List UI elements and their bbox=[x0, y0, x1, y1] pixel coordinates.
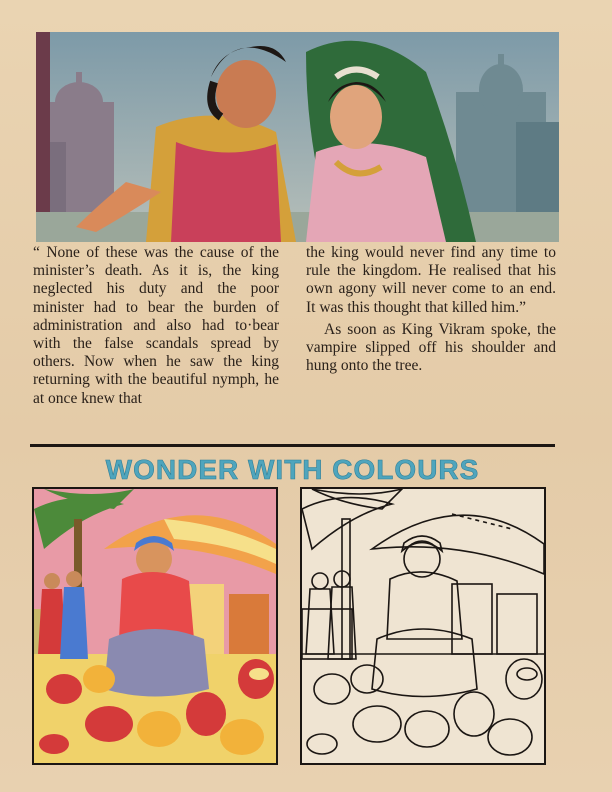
activity-heading: WONDER WITH COLOURS bbox=[105, 454, 480, 485]
story-text-left-column bbox=[33, 244, 279, 408]
outline-picture-to-colour[interactable] bbox=[300, 487, 546, 765]
story-paragraph: the king would never find any time to rule the kingdom. He realised that his own agony will never come to an end. It was this thought that killed him.” bbox=[306, 244, 556, 316]
king-and-nymph-picture bbox=[36, 32, 559, 242]
story-paragraph: “ None of these was the cause of the minister’s death. As it is, the king neglected his duty and the poor minister had to bear the burden of administration and also had to·bear with the false scandals spread by others. Now when he saw the king returning with the beautiful nymph, he at once knew that bbox=[33, 244, 279, 407]
coloured-reference-picture bbox=[32, 487, 278, 765]
market-scene-coloured bbox=[34, 489, 276, 763]
story-text-right-column bbox=[306, 244, 556, 375]
market-scene-outline bbox=[302, 489, 544, 763]
section-divider bbox=[30, 444, 555, 447]
story-illustration bbox=[36, 32, 559, 242]
story-paragraph: As soon as King Vikram spoke, the vampire slipped off his shoulder and hung onto the tree. bbox=[306, 320, 556, 375]
